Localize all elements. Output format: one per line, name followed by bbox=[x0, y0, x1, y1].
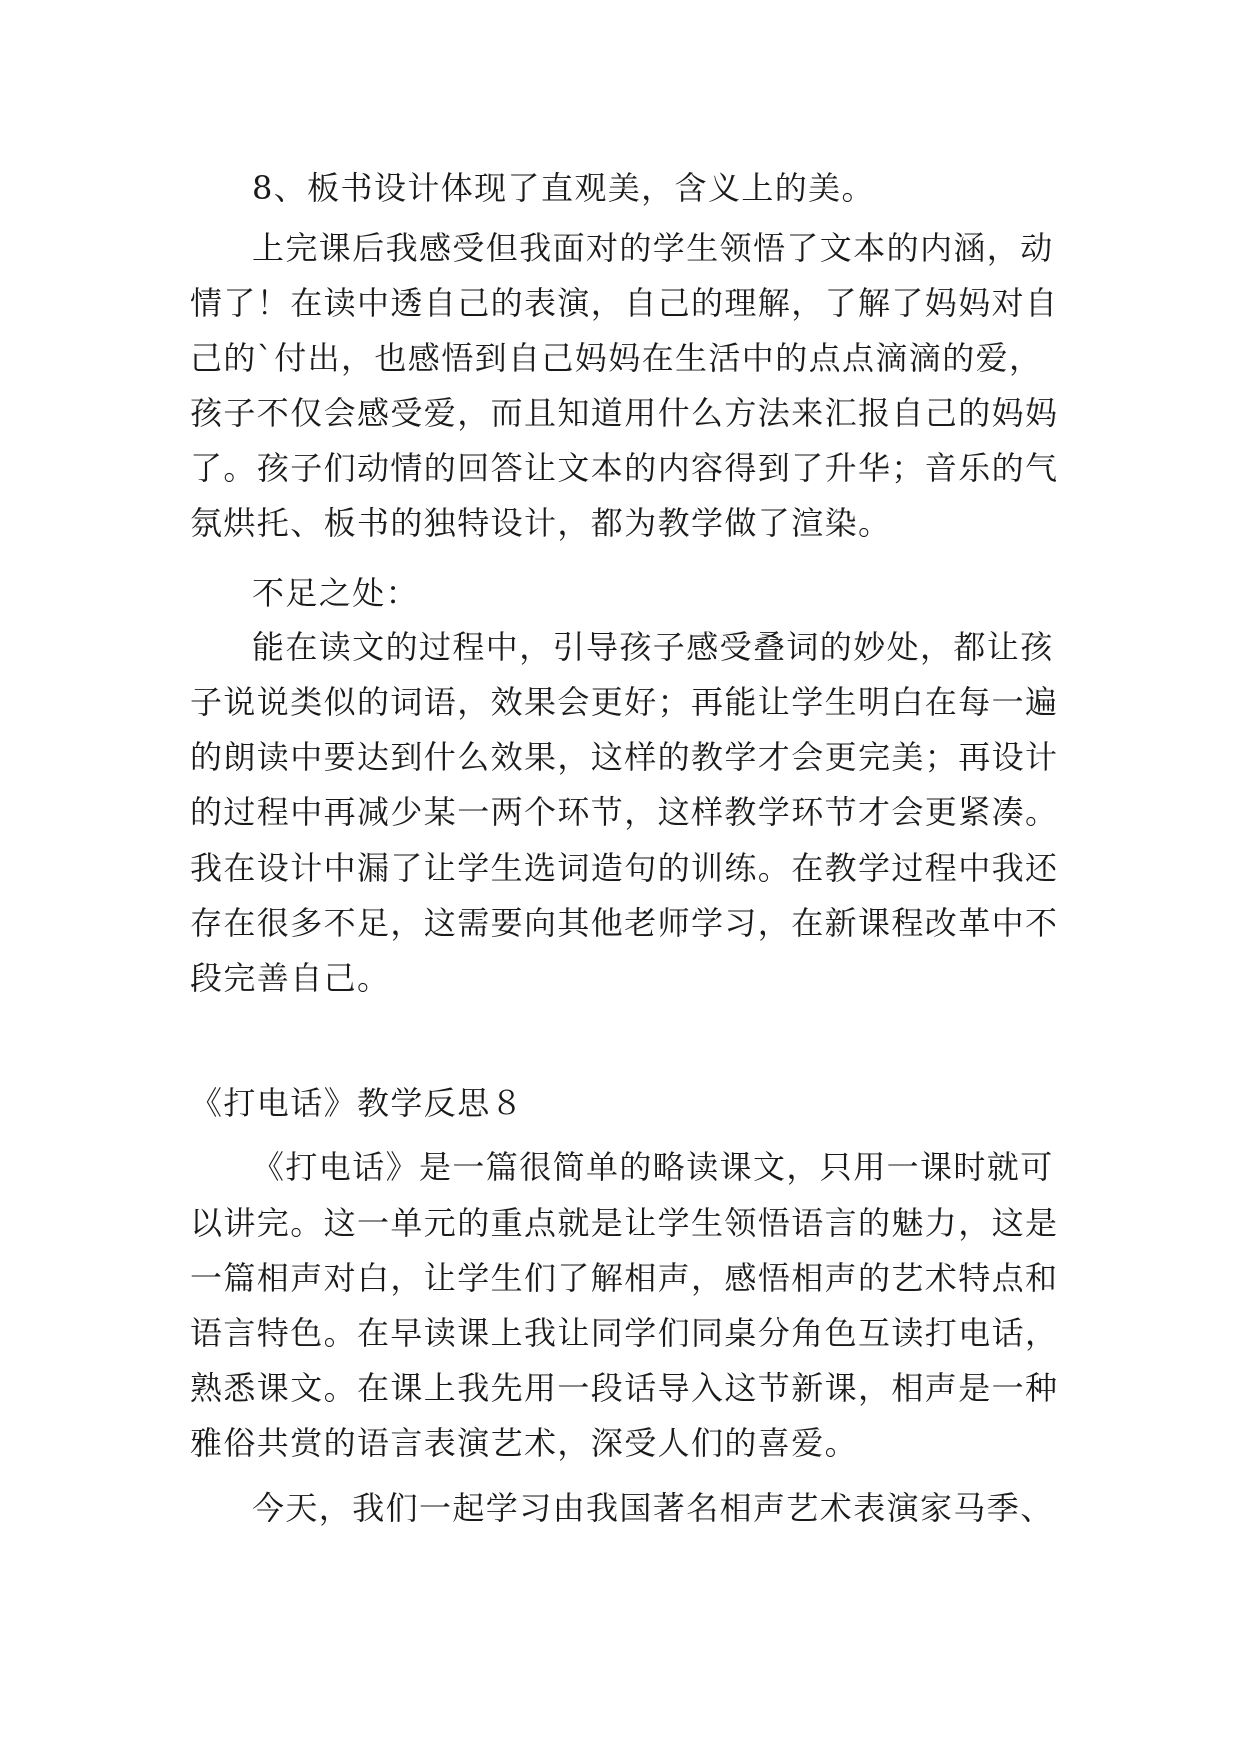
paragraph-line: 了。孩子们动情的回答让文本的内容得到了升华；音乐的气 bbox=[190, 449, 1059, 487]
paragraph-line: 我在设计中漏了让学生选词造句的训练。在教学过程中我还 bbox=[190, 849, 1059, 887]
paragraph-line: 一篇相声对白，让学生们了解相声，感悟相声的艺术特点和 bbox=[190, 1259, 1059, 1297]
paragraph-line: 上完课后我感受但我面对的学生领悟了文本的内涵，动 bbox=[252, 229, 1054, 267]
paragraph-line: 8、板书设计体现了直观美，含义上的美。 bbox=[252, 169, 875, 207]
paragraph-line: 氛烘托、板书的独特设计，都为教学做了渲染。 bbox=[190, 504, 892, 542]
paragraph-line: 能在读文的过程中，引导孩子感受叠词的妙处，都让孩 bbox=[252, 628, 1054, 666]
paragraph-line: 熟悉课文。在课上我先用一段话导入这节新课，相声是一种 bbox=[190, 1369, 1059, 1407]
paragraph-line: 的过程中再减少某一两个环节，这样教学环节才会更紧凑。 bbox=[190, 793, 1059, 831]
paragraph-line: 存在很多不足，这需要向其他老师学习，在新课程改革中不 bbox=[190, 904, 1059, 942]
paragraph-line: 己的`付出，也感悟到自己妈妈在生活中的点点滴滴的爱， bbox=[190, 339, 1043, 377]
paragraph-line: 《打电话》是一篇很简单的略读课文，只用一课时就可 bbox=[252, 1148, 1054, 1186]
paragraph-line: 子说说类似的词语，效果会更好；再能让学生明白在每一遍 bbox=[190, 683, 1059, 721]
paragraph-line: 的朗读中要达到什么效果，这样的教学才会更完美；再设计 bbox=[190, 738, 1059, 776]
section-heading: 不足之处： bbox=[252, 574, 420, 612]
paragraph-line: 段完善自己。 bbox=[190, 959, 391, 997]
paragraph-line: 孩子不仅会感受爱，而且知道用什么方法来汇报自己的妈妈 bbox=[190, 394, 1059, 432]
article-title: 《打电话》教学反思８ bbox=[190, 1084, 525, 1122]
paragraph-line: 今天，我们一起学习由我国著名相声艺术表演家马季、 bbox=[252, 1489, 1054, 1527]
paragraph-line: 语言特色。在早读课上我让同学们同桌分角色互读打电话， bbox=[190, 1314, 1059, 1352]
paragraph-line: 雅俗共赏的语言表演艺术，深受人们的喜爱。 bbox=[190, 1424, 859, 1462]
paragraph-line: 以讲完。这一单元的重点就是让学生领悟语言的魅力，这是 bbox=[190, 1204, 1059, 1242]
paragraph-line: 情了！在读中透自己的表演，自己的理解，了解了妈妈对自 bbox=[190, 284, 1059, 322]
